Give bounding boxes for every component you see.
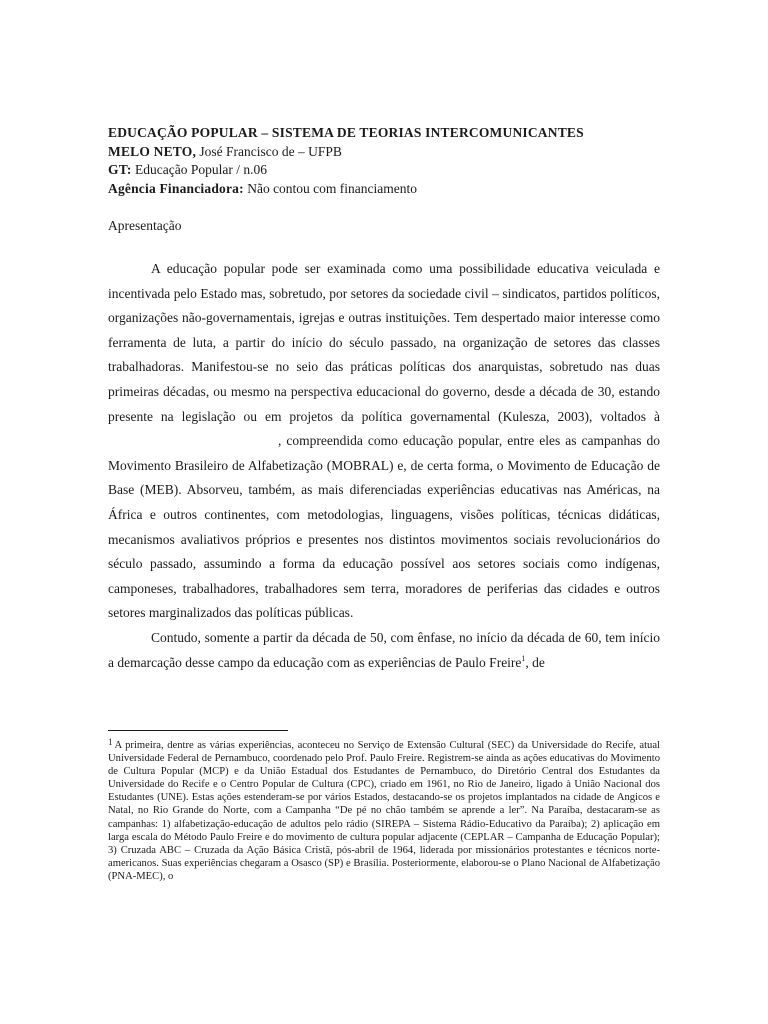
title-text: EDUCAÇÃO POPULAR – SISTEMA DE TEORIAS INTERCOMUNICANTES [108, 125, 584, 140]
paragraph-1 [108, 257, 660, 626]
paragraph-2-text: Contudo, somente a partir da década de 50, com ênfase, no início da década de 60, tem início a demarcação desse campo da educação com as experiências de Paulo Freire [108, 629, 660, 670]
footnote-ref[interactable]: 1 [521, 653, 526, 663]
gt-label: GT: [108, 162, 132, 177]
paragraph-1-text: A educação popular pode ser examinada como uma possibilidade educativa veiculada e incentivada pelo Estado mas, sobretudo, por setores da sociedade civil – sindicatos, partidos políticos, organizações não-governamentais, igrejas e outras instituições. Tem despertado maior interesse como ferramenta de luta, a partir do início do século passado, na organização de setores das classes trabalhadoras. Manifestou-se no seio das práticas políticas dos anarquistas, sobretudo nas duas primeiras décadas, ou mesmo na perspectiva educacional do governo, desde a década de 30, estando presente na legislação ou em projetos da política governamental (Kulesza, 2003), voltados à [108, 261, 660, 424]
footnote-divider [108, 730, 288, 731]
agency-label: Agência Financiadora: [108, 180, 244, 196]
author-details: José Francisco de – UFPB [196, 143, 342, 159]
paragraph-2 [108, 626, 660, 675]
footnote-body [108, 737, 660, 882]
footnote [108, 736, 660, 883]
body-text [108, 257, 660, 675]
section-heading: Apresentação [108, 218, 182, 233]
gt-line [108, 161, 660, 180]
agency-value: Não contou com financiamento [243, 180, 418, 196]
footnote-text: A primeira, dentre as várias experiências, aconteceu no Serviço de Extensão Cultural (SEC) da Universidade do Recife, atual Universidade Federal de Pernambuco, coordenado pelo Prof. Paulo Freire. Registrem-se ainda as ações educativas do Movimento de Cultura Popular (MCP) e da União Estadual dos Estudantes de Pernambuco, do Diretório Central dos Estudantes da Universidade do Recife e o Centro Popular de Cultura (CPC), criado em 1961, no Rio de Janeiro, ligado à União Nacional dos Estudantes (UNE). Estas ações estenderam-se por vários Estados, destacando-se os projetos implantados na cidade de Angicos e Natal, no Rio Grande do Norte, com a Campanha “De pé no chão também se aprende a ler”. Na Paraíba, destacaram-se as campanhas: 1) alfabetização-educação de adultos pelo rádio (SIREPA – Sistema Rádio-Educativo da Paraíba); 2) aplicação em larga escala do Método Paulo Freire e do movimento de cultura popular adjacente (CEPLAR – Campanha de Educação Popular); 3) Cruzada ABC – Cruzada da Ação Básica Cristã, pós-abril de 1964, liderada por missionários protestantes e técnicos norte-americanos. Suas experiências chegaram a Osasco (SP) e Brasília. Posteriormente, elaborou-se o Plano Nacional de Alfabetização (PNA-MEC), o [108, 740, 660, 882]
paragraph-2-end: , de [525, 654, 545, 670]
footnote-number: 1 [108, 737, 113, 747]
agency-line [108, 180, 660, 199]
paragraph-1-continuation: compreendida como educação popular, entre eles as campanhas do Movimento Brasileiro de Alfabetização (MOBRAL) e, de certa forma, o Movimento de Educação de Base (MEB). Absorveu, também, as mais diferenciadas experiências educativas nas Américas, na África e outros continentes, com metodologias, linguagens, visões políticas, técnicas didáticas, mecanismos avaliativos próprios e presentes nos distintos movimentos sociais revolucionários do século passado, assumindo a forma da educação possível aos setores sociais como indígenas, camponeses, trabalhadores, trabalhadores sem terra, moradores de periferias das cidades e outros setores marginalizados das políticas públicas. [108, 433, 660, 621]
paper-title [108, 124, 660, 143]
author-line [108, 143, 660, 162]
paragraph-1-comma: , [278, 433, 282, 449]
gt-value: Educação Popular / n.06 [131, 162, 267, 177]
document-page [108, 124, 660, 675]
author-surname: MELO NETO, [108, 143, 197, 159]
